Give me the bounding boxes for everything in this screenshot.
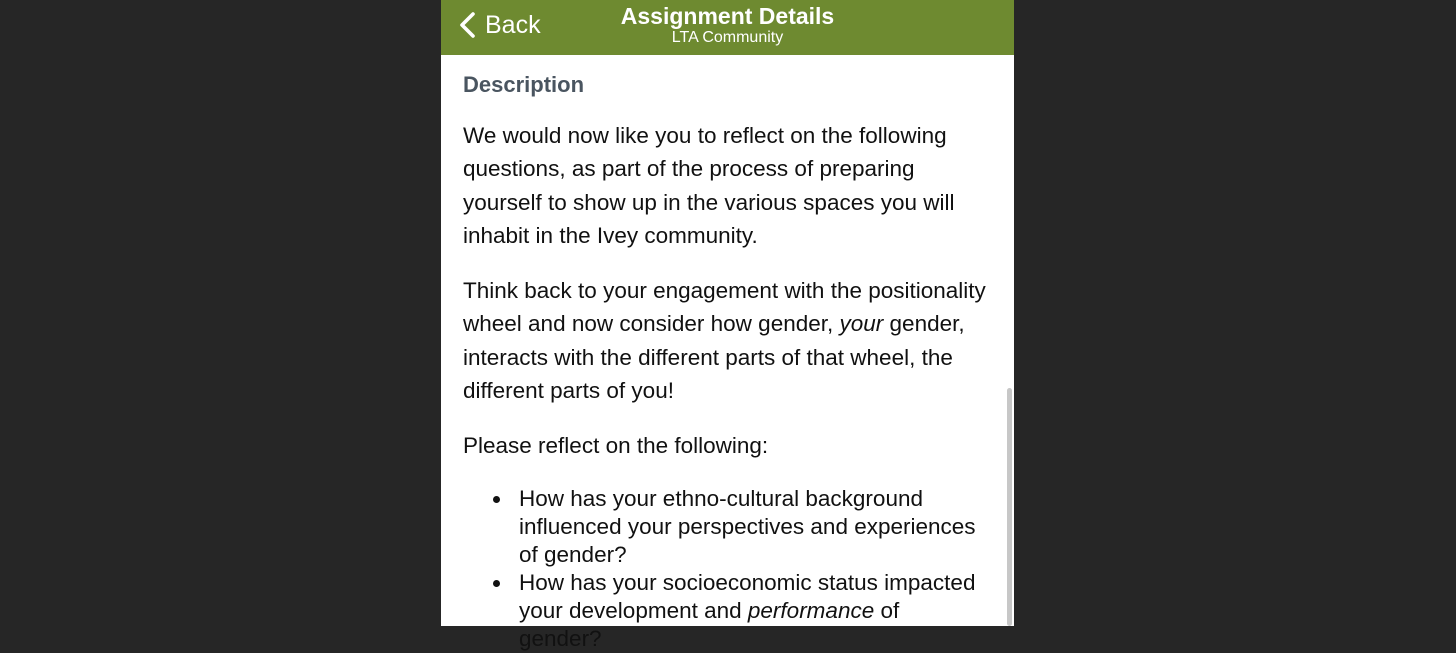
paragraph-2-emphasis: your bbox=[839, 311, 884, 337]
list-item bbox=[463, 485, 988, 569]
paragraph-2-text-end: gender, interacts with the different parts of that wheel, the different parts of you! bbox=[463, 311, 965, 404]
chevron-left-icon bbox=[457, 11, 477, 39]
navigation-bar bbox=[441, 0, 1014, 55]
description-paragraph-3: Please reflect on the following: bbox=[463, 433, 769, 459]
list-item bbox=[463, 569, 988, 653]
description-paragraph-1: We would now like you to reflect on the following questions, as part of the process of preparing yourself to show up in the various spaces you will inhabit in the Ivey community. bbox=[463, 123, 955, 248]
page-title: Assignment Details bbox=[620, 3, 835, 29]
reflection-questions-list bbox=[463, 485, 988, 653]
app-screen bbox=[441, 0, 1014, 651]
scrollbar[interactable] bbox=[1007, 388, 1012, 626]
paragraph-2-text-start: Think back to your engagement with the positionality wheel and now consider how gender, bbox=[463, 278, 986, 337]
list-item-emphasis: performance bbox=[747, 597, 875, 623]
back-label: Back bbox=[485, 11, 541, 39]
page-subtitle: LTA Community bbox=[671, 29, 784, 46]
description-heading: Description bbox=[463, 72, 585, 97]
list-item-text-start: How has your socioeconomic status impacted your development and bbox=[519, 569, 976, 623]
list-item-text: How has your ethno-cultural background influenced your perspectives and experiences of gender? bbox=[519, 485, 976, 567]
assignment-content bbox=[463, 55, 988, 653]
bullet-icon bbox=[493, 496, 500, 503]
description-paragraph-2 bbox=[463, 274, 988, 407]
bullet-icon bbox=[493, 580, 500, 587]
back-button[interactable] bbox=[457, 8, 541, 42]
list-item-text-end: of gender? bbox=[519, 597, 900, 651]
